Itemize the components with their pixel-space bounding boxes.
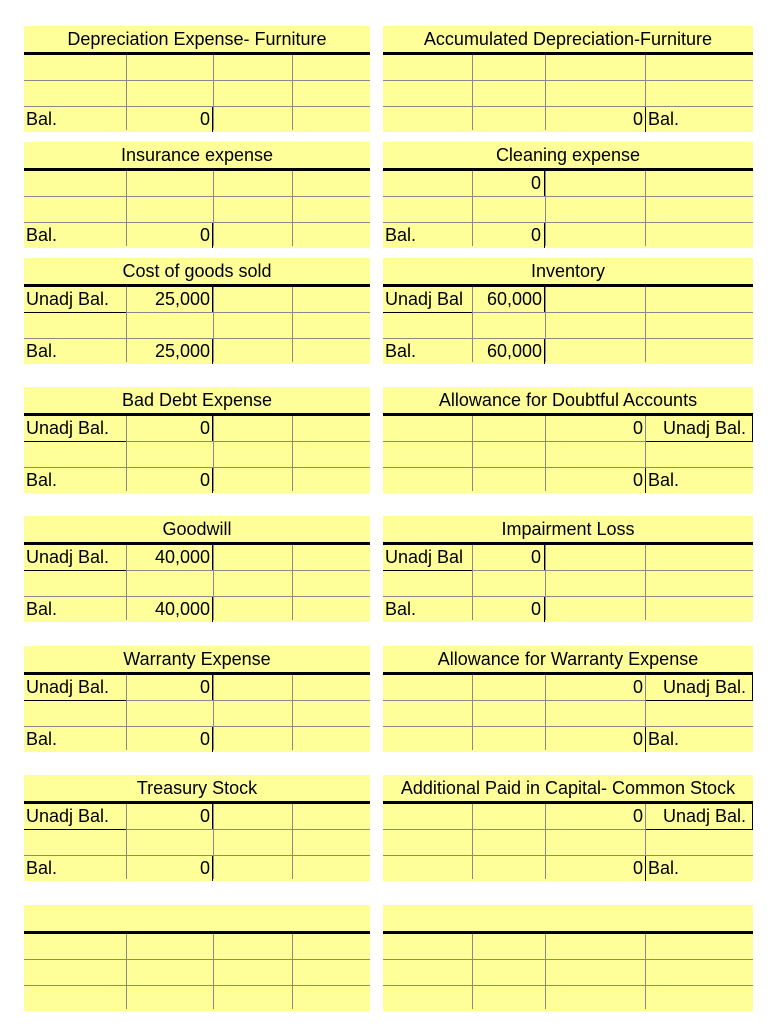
balance-label: Bal. bbox=[385, 225, 417, 245]
entry-row bbox=[383, 197, 753, 222]
balance-row bbox=[383, 223, 753, 248]
entry-row bbox=[383, 442, 753, 467]
t-account-warranty-expense bbox=[24, 646, 370, 750]
t-account-allowance-doubtful-accounts bbox=[383, 387, 753, 491]
unadjusted-balance-label: Unadj Bal. bbox=[26, 547, 110, 567]
account-title: Bad Debt Expense bbox=[121, 390, 273, 410]
balance-value: 0 bbox=[199, 225, 210, 245]
entry-row bbox=[24, 960, 370, 985]
account-title: Additional Paid in Capital- Common Stock bbox=[400, 778, 736, 798]
balance-value: 0 bbox=[199, 729, 210, 749]
unadjusted-balance-label: Unadj Bal. bbox=[663, 806, 747, 826]
t-account-goodwill bbox=[24, 516, 370, 620]
balance-label: Bal. bbox=[385, 599, 417, 619]
unadjusted-balance-value: 25,000 bbox=[154, 289, 210, 309]
unadjusted-balance-label: Unadj Bal bbox=[385, 289, 464, 309]
account-title: Allowance for Doubtful Accounts bbox=[438, 390, 698, 410]
balance-value: 0 bbox=[199, 470, 210, 490]
t-account-allowance-warranty-expense bbox=[383, 646, 753, 750]
balance-value: 0 bbox=[199, 858, 210, 878]
t-account-cost-of-goods-sold bbox=[24, 258, 370, 362]
unadjusted-balance-value: 60,000 bbox=[486, 289, 542, 309]
t-account-blank-right bbox=[383, 905, 753, 1009]
balance-row bbox=[383, 597, 753, 622]
balance-label: Bal. bbox=[26, 470, 58, 490]
balance-value: 0 bbox=[199, 109, 210, 129]
balance-value: 0 bbox=[632, 470, 643, 490]
unadjusted-balance-value: 0 bbox=[632, 806, 643, 826]
unadjusted-balance-value: 0 bbox=[632, 677, 643, 697]
balance-value: 0 bbox=[530, 599, 541, 619]
balance-label: Bal. bbox=[385, 341, 417, 361]
entry-row bbox=[383, 313, 753, 338]
entry-row bbox=[24, 571, 370, 596]
entry-row bbox=[24, 81, 370, 106]
entry-row bbox=[24, 313, 370, 338]
unadjusted-balance-value: 0 bbox=[199, 806, 210, 826]
balance-value: 0 bbox=[530, 225, 541, 245]
t-account-blank-left bbox=[24, 905, 370, 1009]
unadjusted-balance-value: 40,000 bbox=[154, 547, 210, 567]
entry-value: 0 bbox=[530, 173, 541, 193]
unadjusted-balance-label: Unadj Bal bbox=[385, 547, 464, 567]
balance-label: Bal. bbox=[648, 109, 680, 129]
balance-label: Bal. bbox=[26, 858, 58, 878]
account-title: Impairment Loss bbox=[501, 519, 635, 539]
entry-row bbox=[24, 701, 370, 726]
balance-row bbox=[383, 339, 753, 364]
entry-row bbox=[24, 55, 370, 80]
balance-label: Bal. bbox=[26, 729, 58, 749]
account-title: Insurance expense bbox=[120, 145, 274, 165]
balance-label: Bal. bbox=[26, 599, 58, 619]
entry-row bbox=[383, 81, 753, 106]
unadjusted-balance-label: Unadj Bal. bbox=[26, 289, 110, 309]
balance-value: 0 bbox=[632, 729, 643, 749]
unadjusted-balance-value: 0 bbox=[632, 418, 643, 438]
balance-label: Bal. bbox=[648, 729, 680, 749]
balance-row bbox=[383, 986, 753, 1011]
entry-row bbox=[383, 171, 753, 196]
entry-row bbox=[24, 197, 370, 222]
t-account-inventory bbox=[383, 258, 753, 362]
t-account-cleaning-expense bbox=[383, 142, 753, 246]
balance-label: Bal. bbox=[648, 470, 680, 490]
entry-row bbox=[383, 55, 753, 80]
t-account-apic-common-stock bbox=[383, 775, 753, 879]
account-title: Treasury Stock bbox=[136, 778, 258, 798]
balance-label: Bal. bbox=[26, 341, 58, 361]
t-account-treasury-stock bbox=[24, 775, 370, 879]
t-account-bad-debt-expense bbox=[24, 387, 370, 491]
entry-row bbox=[24, 442, 370, 467]
unadjusted-balance-value: 0 bbox=[199, 418, 210, 438]
balance-value: 25,000 bbox=[154, 341, 210, 361]
account-title: Allowance for Warranty Expense bbox=[437, 649, 699, 669]
unadjusted-balance-label: Unadj Bal. bbox=[663, 677, 747, 697]
balance-label: Bal. bbox=[26, 109, 58, 129]
unadjusted-balance-label: Unadj Bal. bbox=[26, 418, 110, 438]
balance-value: 40,000 bbox=[154, 599, 210, 619]
entry-row bbox=[24, 830, 370, 855]
t-account-insurance-expense bbox=[24, 142, 370, 246]
account-title: Cleaning expense bbox=[495, 145, 641, 165]
account-title: Goodwill bbox=[162, 519, 232, 539]
t-account-depreciation-expense-furniture bbox=[24, 26, 370, 130]
account-title: Depreciation Expense- Furniture bbox=[67, 29, 327, 49]
entry-row bbox=[383, 934, 753, 959]
balance-value: 0 bbox=[632, 858, 643, 878]
unadjusted-balance-label: Unadj Bal. bbox=[663, 418, 747, 438]
unadjusted-balance-label: Unadj Bal. bbox=[26, 806, 110, 826]
balance-label: Bal. bbox=[648, 858, 680, 878]
balance-label: Bal. bbox=[26, 225, 58, 245]
balance-value: 60,000 bbox=[486, 341, 542, 361]
unadjusted-balance-value: 0 bbox=[530, 547, 541, 567]
balance-value: 0 bbox=[632, 109, 643, 129]
account-title: Accumulated Depreciation-Furniture bbox=[423, 29, 713, 49]
balance-row bbox=[24, 986, 370, 1011]
account-title: Warranty Expense bbox=[123, 649, 271, 669]
unadjusted-balance-value: 0 bbox=[199, 677, 210, 697]
t-account-accumulated-depreciation-furniture bbox=[383, 26, 753, 130]
entry-row bbox=[24, 171, 370, 196]
entry-row bbox=[383, 830, 753, 855]
entry-row bbox=[383, 701, 753, 726]
entry-row bbox=[383, 571, 753, 596]
unadjusted-balance-label: Unadj Bal. bbox=[26, 677, 110, 697]
t-account-impairment-loss bbox=[383, 516, 753, 620]
account-title: Cost of goods sold bbox=[122, 261, 272, 281]
account-title: Inventory bbox=[530, 261, 606, 281]
entry-row bbox=[24, 934, 370, 959]
entry-row bbox=[383, 960, 753, 985]
